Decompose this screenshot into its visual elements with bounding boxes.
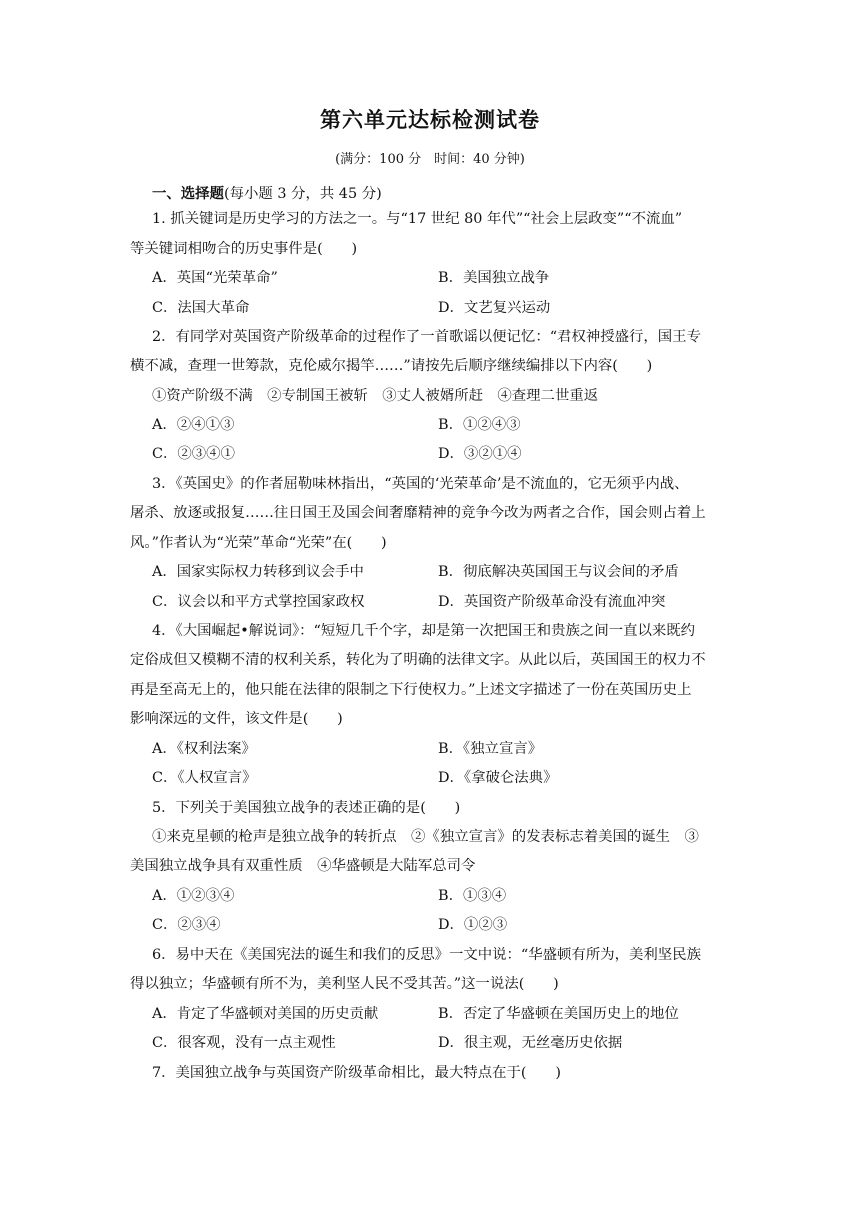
question-1-option-a: A．英国“光荣革命” (152, 270, 278, 286)
question-5-option-d: D．①②③ (438, 917, 508, 933)
question-2-option-a: A．②④①③ (152, 417, 235, 433)
question-4-option-b: B．《独立宣言》 (438, 741, 543, 757)
question-6-line-1: 6．易中天在《美国宪法的诞生和我们的反思》一文中说：“华盛顿有所为，美利坚民族 (152, 947, 701, 963)
question-5-option-b: B．①③④ (438, 888, 507, 904)
question-2-line-1: 2．有同学对英国资产阶级革命的过程作了一首歌谣以便记忆：“君权神授盛行，国王专 (152, 329, 701, 345)
question-6-option-a: A．肯定了华盛顿对美国的历史贡献 (152, 1006, 379, 1022)
question-4-line-4: 影响深远的文件，该文件是( ) (130, 711, 343, 727)
question-2-option-d: D．③②①④ (438, 446, 522, 462)
question-2-line-2: 横不减，查理一世筹款，克伦威尔揭竿……”请按先后顺序继续编排以下内容( ) (130, 358, 653, 374)
question-6-line-2: 得以独立；华盛顿有所不为，美利坚人民不受其苦。”这一说法( ) (130, 976, 559, 992)
question-3-option-d: D．英国资产阶级革命没有流血冲突 (438, 594, 666, 610)
question-1-line-2: 等关键词相吻合的历史事件是( ) (130, 241, 358, 257)
section-note: (每小题 3 分，共 45 分) (223, 186, 382, 202)
question-3-option-a: A．国家实际权力转移到议会手中 (152, 564, 364, 580)
question-5-items-2: 美国独立战争具有双重性质 ④华盛顿是大陆军总司令 (130, 858, 476, 874)
question-4-line-1: 4．《大国崛起•解说词》：“短短几千个字，却是第一次把国王和贵族之间一直以来既约 (152, 623, 696, 639)
question-2-option-c: C．②③④① (152, 446, 235, 462)
question-5-line-1: 5．下列关于美国独立战争的表述正确的是( ) (152, 800, 461, 816)
question-4-line-3: 再是至高无上的，他只能在法律的限制之下行使权力。”上述文字描述了一份在英国历史上 (130, 682, 692, 698)
section-heading (152, 182, 382, 203)
question-6-option-c: C．很客观，没有一点主观性 (152, 1035, 336, 1051)
question-5-items-1: ①来克星顿的枪声是独立战争的转折点 ②《独立宣言》的发表标志着美国的诞生 ③ (152, 829, 699, 845)
page-title: 第六单元达标检测试卷 (320, 108, 540, 132)
question-4-option-a: A．《权利法案》 (152, 741, 256, 757)
question-6-option-b: B．否定了华盛顿在美国历史上的地位 (438, 1006, 679, 1022)
question-3-line-3: 风。”作者认为“光荣”革命“光荣”在( ) (130, 535, 387, 551)
question-6-option-d: D．很主观，无丝毫历史依据 (438, 1035, 623, 1051)
question-3-line-2: 屠杀、放逐或报复……往日国王及国会间奢靡精神的竞争今改为两者之合作，国会则占着上 (130, 505, 706, 521)
question-3-line-1: 3．《英国史》的作者屈勒味林指出，“英国的‘光荣革命’是不流血的，它无须乎内战、 (152, 476, 689, 492)
question-1-line-1: 1. 抓关键词是历史学习的方法之一。与“17 世纪 80 年代”“社会上层政变”“不流血” (152, 211, 683, 227)
question-2-items: ①资产阶级不满 ②专制国王被斩 ③丈人被婿所赶 ④查理二世重返 (152, 388, 599, 404)
question-4-line-2: 定俗成但又模糊不清的权利关系，转化为了明确的法律文字。从此以后，英国国王的权力不 (130, 652, 706, 668)
exam-subtitle: (满分：100 分 时间：40 分钟) (335, 152, 525, 167)
question-3-option-c: C．议会以和平方式掌控国家政权 (152, 594, 365, 610)
question-7-line-1: 7．美国独立战争与英国资产阶级革命相比，最大特点在于( ) (152, 1065, 561, 1081)
question-1-option-d: D．文艺复兴运动 (438, 300, 551, 316)
question-1-option-b: B．美国独立战争 (438, 270, 550, 286)
question-3-option-b: B．彻底解决英国国王与议会间的矛盾 (438, 564, 679, 580)
question-5-option-a: A．①②③④ (152, 888, 235, 904)
question-1-option-c: C．法国大革命 (152, 300, 250, 316)
question-4-option-d: D．《拿破仑法典》 (438, 770, 558, 786)
section-name: 一、选择题 (152, 186, 224, 202)
question-4-option-c: C．《人权宣言》 (152, 770, 257, 786)
question-2-option-b: B．①②④③ (438, 417, 521, 433)
question-5-option-c: C．②③④ (152, 917, 221, 933)
